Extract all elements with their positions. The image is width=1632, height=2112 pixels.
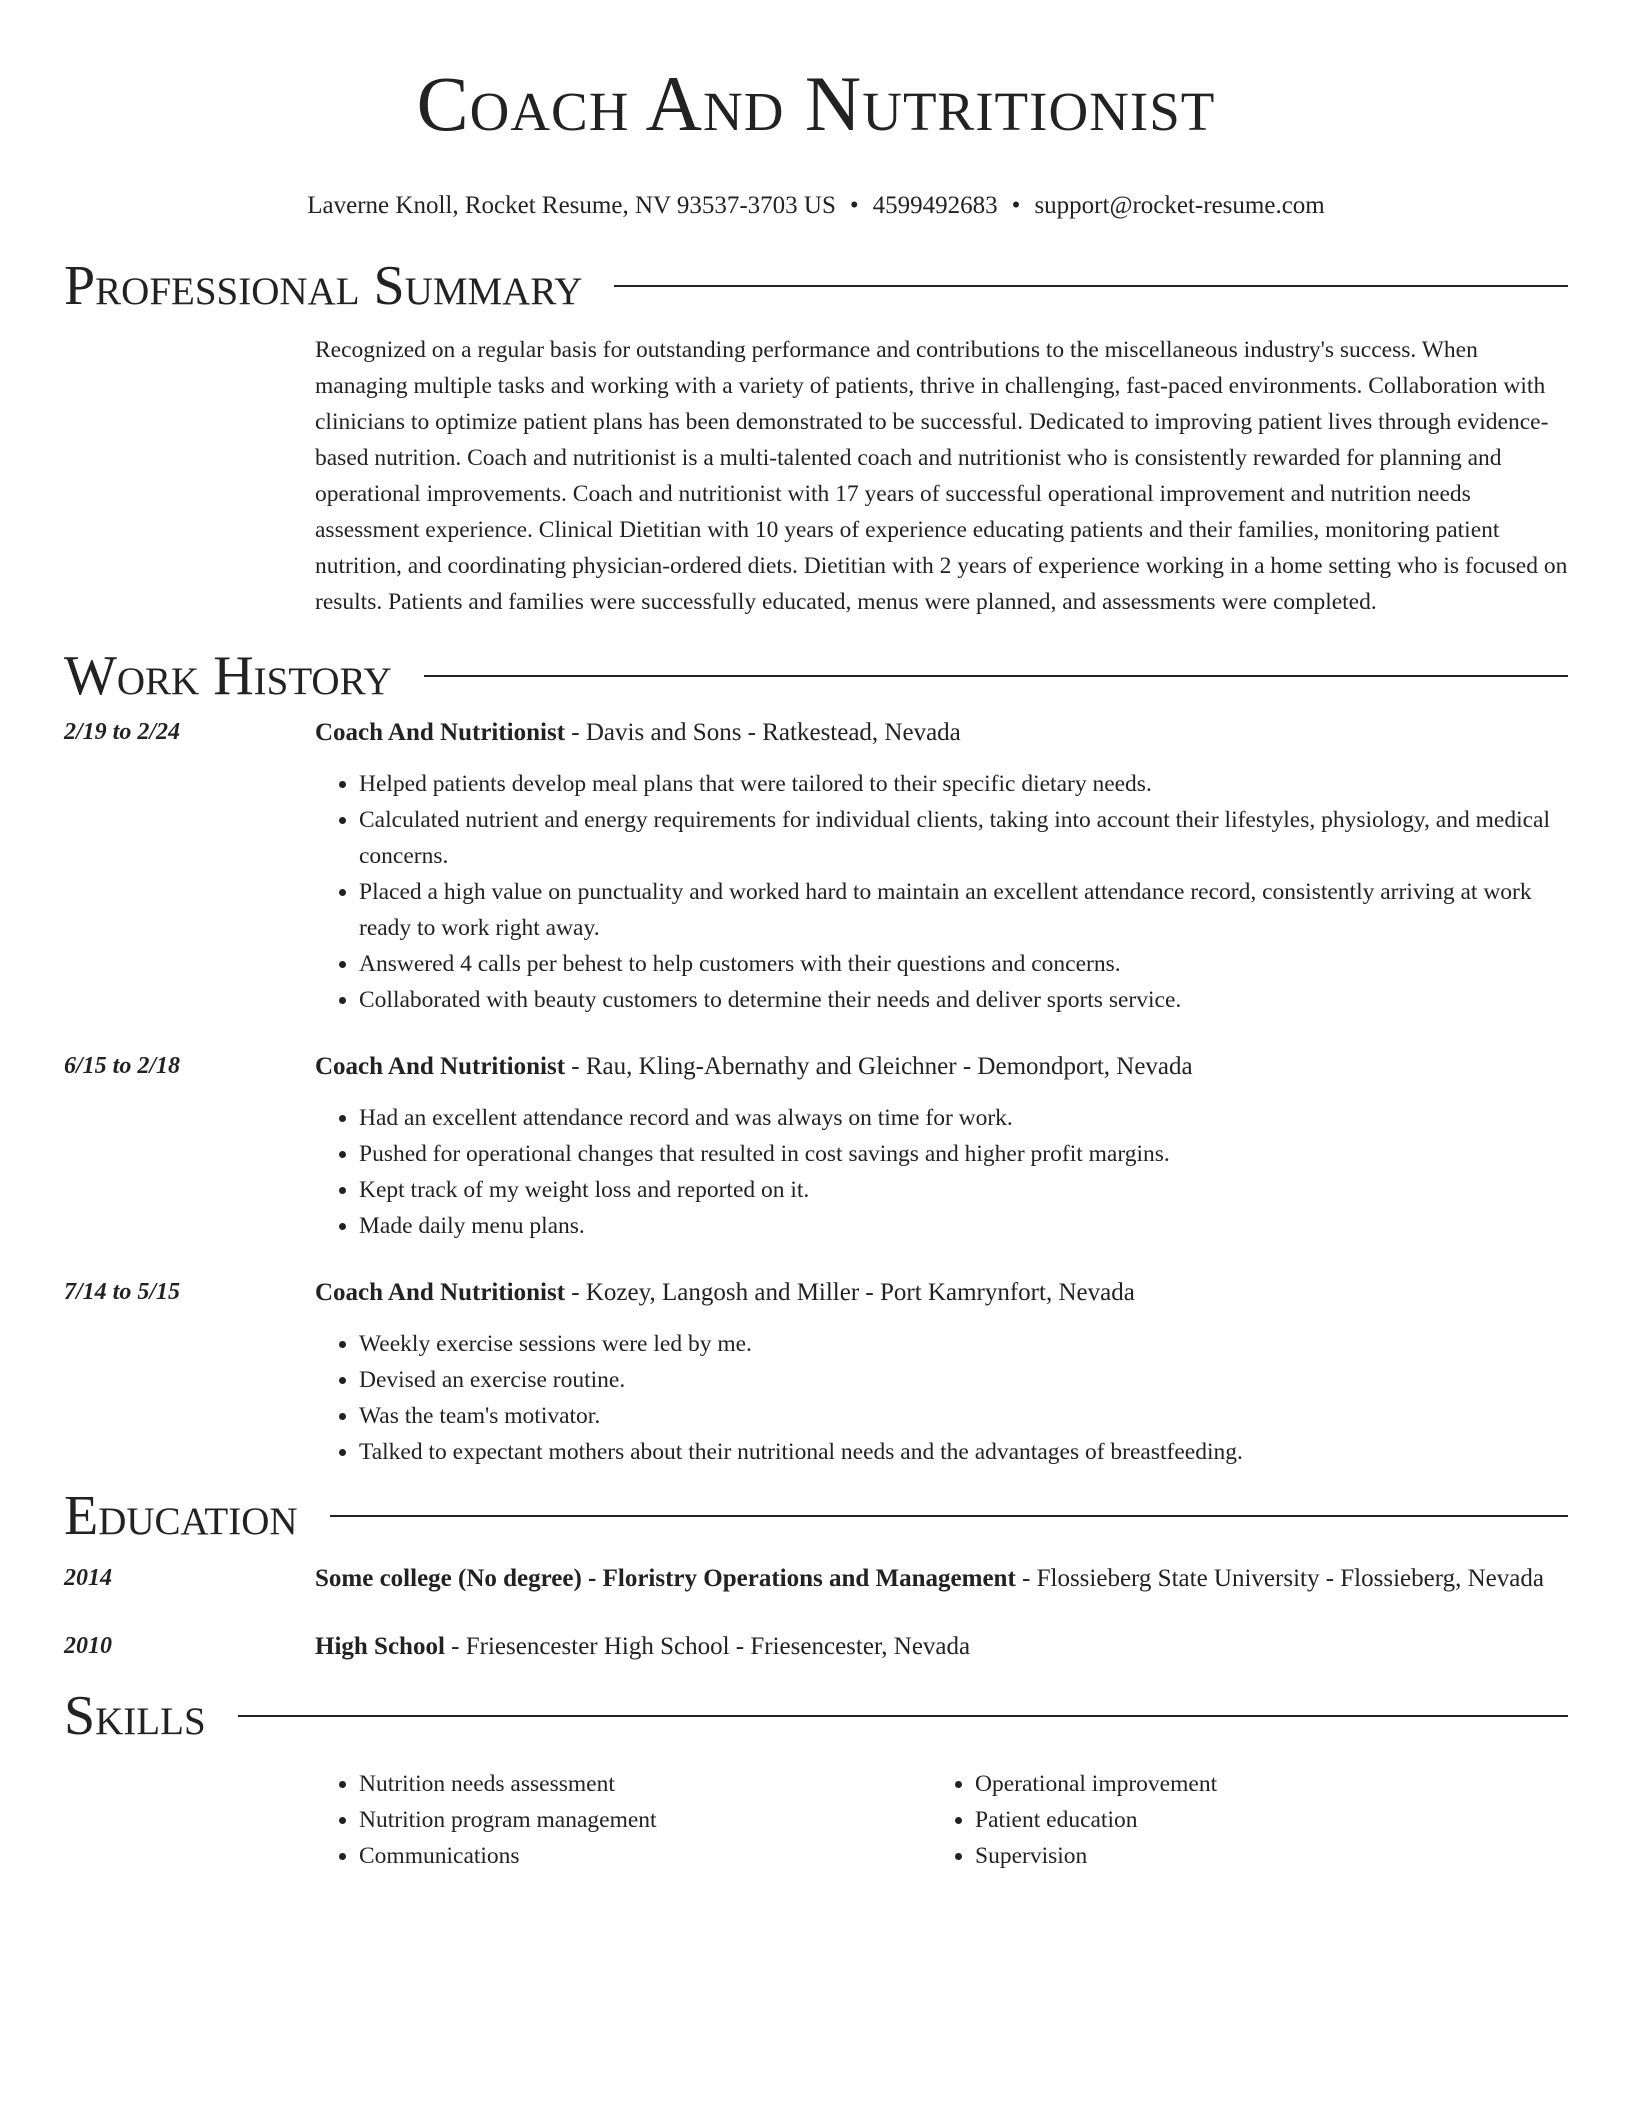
education-year: 2010 [64,1633,112,1659]
list-item: • Placed a high value on punctuality and worked hard to maintain an excellent attendance record, consistently arriving at work ready to work right away. [359,874,1568,946]
education-entry [64,1628,1568,1666]
list-item: • Kept track of my weight loss and reported on it. [359,1172,1568,1208]
contact-phone: 4599492683 [872,192,998,219]
section-heading-summary [64,250,1568,322]
list-item: • Was the team's motivator. [359,1398,1568,1434]
section-heading-work-history [64,640,1568,712]
contact-address: Laverne Knoll, Rocket Resume, NV 93537-3703 US [307,192,836,219]
job-body [315,1274,1568,1470]
skills-column-right [931,1766,1547,1874]
job-headline [315,1048,1568,1086]
list-item: • Made daily menu plans. [359,1208,1568,1244]
list-item: • Answered 4 calls per behest to help customers with their questions and concerns. [359,946,1568,982]
skills-list [315,1766,1568,1874]
job-title: Coach And Nutritionist [315,1279,566,1306]
job-entry [64,1274,1568,1470]
resume-page [64,0,1568,1874]
job-body [315,714,1568,1018]
skill-item: • Patient education [975,1802,1547,1838]
list-item: • Helped patients develop meal plans that were tailored to their specific dietary needs. [359,766,1568,802]
job-title: Coach And Nutritionist [315,719,566,746]
job-headline [315,714,1568,752]
job-headline [315,1274,1568,1312]
list-item: • Collaborated with beauty customers to determine their needs and deliver sports service. [359,982,1568,1018]
section-title: Work History [64,645,392,707]
job-bullets [315,766,1568,1018]
section-title: Skills [64,1685,206,1747]
contact-email: support@rocket-resume.com [1034,192,1325,219]
section-heading-education [64,1480,1568,1552]
contact-separator: • [849,192,859,219]
section-divider [614,285,1568,287]
list-item: • Had an excellent attendance record and was always on time for work. [359,1100,1568,1136]
job-dates: 7/14 to 5/15 [64,1279,181,1305]
job-details: - Rau, Kling-Abernathy and Gleichner - Demondport, Nevada [565,1053,1193,1080]
job-title: Coach And Nutritionist [315,1053,566,1080]
education-degree: High School [315,1633,445,1660]
skill-item: • Communications [359,1838,931,1874]
education-headline [315,1560,1568,1598]
job-bullets [315,1326,1568,1470]
job-bullets [315,1100,1568,1244]
education-details: - Friesencester High School - Friesencester, Nevada [444,1633,971,1660]
education-entry [64,1560,1568,1598]
section-title: Professional Summary [64,255,583,317]
document-title: Coach And Nutritionist [416,60,1216,147]
job-details: - Kozey, Langosh and Miller - Port Kamrynfort, Nevada [565,1279,1135,1306]
job-body [315,1048,1568,1244]
skill-item: • Supervision [975,1838,1547,1874]
education-details: - Flossieberg State University - Flossieberg, Nevada [1015,1565,1544,1592]
section-divider [238,1715,1568,1717]
job-entry [64,714,1568,1018]
job-dates: 2/19 to 2/24 [64,719,181,745]
list-item: • Calculated nutrient and energy requirements for individual clients, taking into account their lifestyles, physiology, and medical concerns. [359,802,1568,874]
section-heading-skills [64,1680,1568,1752]
section-title: Education [64,1485,298,1547]
education-year: 2014 [64,1565,112,1591]
job-entry [64,1048,1568,1244]
section-divider [424,675,1568,677]
list-item: • Devised an exercise routine. [359,1362,1568,1398]
education-headline [315,1628,1568,1666]
education-body [315,1628,1568,1666]
education-degree: Some college (No degree) - Floristry Operations and Management [315,1565,1016,1592]
education-body [315,1560,1568,1598]
list-item: • Talked to expectant mothers about their nutritional needs and the advantages of breastfeeding. [359,1434,1568,1470]
skills-column-left [315,1766,931,1874]
contact-line [64,190,1568,222]
job-details: - Davis and Sons - Ratkestead, Nevada [565,719,961,746]
skill-item: • Operational improvement [975,1766,1547,1802]
section-divider [330,1515,1568,1517]
list-item: • Pushed for operational changes that resulted in cost savings and higher profit margins. [359,1136,1568,1172]
skill-item: • Nutrition needs assessment [359,1766,931,1802]
skill-item: • Nutrition program management [359,1802,931,1838]
summary-text: Recognized on a regular basis for outstanding performance and contributions to the miscellaneous industry's success. When managing multiple tasks and working with a variety of patients, thrive in challenging, fast-paced environments. Collaboration with clinicians to optimize patient plans has been demonstrated to be successful. Dedicated to improving patient lives through evidence-based nutrition. Coach and nutritionist is a multi-talented coach and nutritionist who is consistently rewarded for planning and operational improvements. Coach and nutritionist with 17 years of successful operational improvement and nutrition needs assessment experience. Clinical Dietitian with 10 years of experience educating patients and their families, monitoring patient nutrition, and coordinating physician-ordered diets. Dietitian with 2 years of experience working in a home setting who is focused on results. Patients and families were successfully educated, menus were planned, and assessments were completed. [315,337,1568,615]
contact-separator: • [1011,192,1021,219]
job-dates: 6/15 to 2/18 [64,1053,181,1079]
list-item: • Weekly exercise sessions were led by me. [359,1326,1568,1362]
